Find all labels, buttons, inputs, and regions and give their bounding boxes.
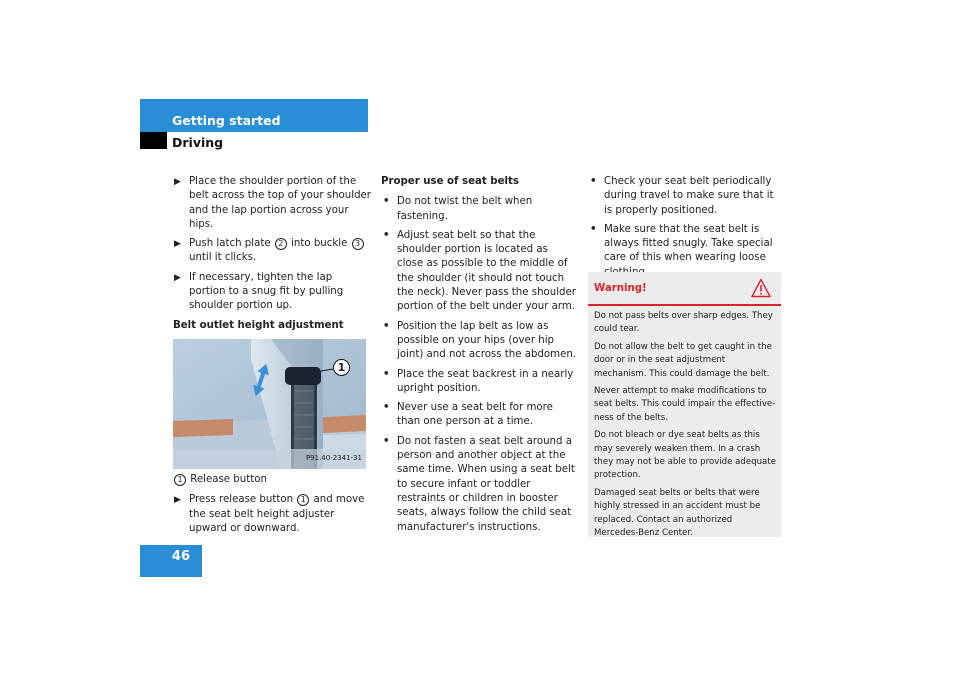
figure-code: P91.40-2341-31	[305, 453, 362, 462]
section-title: Getting started	[172, 113, 281, 128]
bullet-text: Position the lap belt as low as possible on your hips (over hip joint) and not across the abdomen.	[397, 320, 577, 361]
step-text-part: Press release button	[189, 494, 297, 506]
step-text	[189, 238, 365, 263]
bullet-item	[381, 195, 577, 224]
bullet-dot-icon: •	[383, 368, 390, 380]
bullet-text: Make sure that the seat belt is always fitted snugly. Take special care of this when wearing loose	[604, 223, 773, 264]
step-item	[173, 271, 371, 314]
callout-number: 1	[174, 474, 186, 486]
bullet-dot-icon: •	[383, 320, 390, 332]
bullet-item	[381, 401, 577, 430]
step-text	[189, 494, 364, 534]
warning-header	[588, 272, 781, 306]
bullet-item	[588, 175, 782, 218]
arrow-bullet-icon: ▶	[174, 495, 181, 506]
warning-paragraph: Do not pass belts over sharp edges. They could tear.	[594, 311, 773, 335]
bullet-dot-icon: •	[383, 402, 390, 414]
belt-adjuster-illustration	[173, 339, 366, 469]
step-text: Place the shoulder portion of the belt across the top of your shoulder and the lap portion across your hips.	[189, 176, 371, 230]
warning-paragraph: Never attempt to make modifications to seat belts. This could impair the effective-ness of the belts.	[594, 386, 776, 423]
warning-title: Warning!	[594, 283, 647, 294]
figure-callout-number: 1	[333, 359, 350, 376]
callout-number: 1	[297, 494, 309, 506]
bullet-dot-icon: •	[590, 223, 597, 235]
proper-use-heading: Proper use of seat belts	[381, 176, 519, 187]
bullet-text: Do not fasten a seat belt around a person and another object at the same time. When using a seat belt to secure infant or toddler restraints or children in booster seats, always follow the child seat manufacturer's instructions.	[397, 435, 575, 533]
warning-paragraph: Do not bleach or dye seat belts as this may severely weaken them. In a crash they may not be able to provide adequate protection.	[594, 430, 776, 481]
step-text-part: Push latch plate	[189, 238, 274, 250]
belt-outlet-figure	[173, 339, 366, 469]
bullet-text: Adjust seat belt so that the shoulder portion is located as close as possible to the middle of the shoulder (it should not touch the neck). Never pass the shoulder portion of the belt under your arm.	[397, 229, 576, 313]
callout-number: 3	[352, 238, 364, 250]
callout-number: 2	[275, 238, 287, 250]
bullet-text: Never use a seat belt for more than one person at a time.	[397, 402, 553, 428]
figure-caption	[173, 473, 371, 487]
page-number: 46	[171, 549, 190, 564]
bullet-text: Do not twist the belt when fastening.	[397, 196, 533, 222]
bullet-dot-icon: •	[383, 435, 390, 447]
arrow-bullet-icon: ▶	[174, 272, 181, 283]
warning-body	[594, 310, 777, 545]
bullet-item	[381, 435, 577, 535]
header-marker	[140, 132, 167, 149]
bullet-text: Place the seat backrest in a nearly upright position.	[397, 368, 574, 394]
column-right	[588, 175, 782, 285]
arrow-bullet-icon: ▶	[174, 177, 181, 187]
bullet-text: Check your seat belt periodically during travel to make sure that it is properly positioned.	[604, 176, 774, 216]
warning-triangle-icon	[751, 278, 771, 298]
warning-box	[588, 272, 781, 537]
caption-text: Release button	[190, 473, 267, 485]
step-text-part: until it clicks.	[189, 252, 257, 264]
warning-paragraph: Damaged seat belts or belts that were highly stressed in an accident must be replaced. Contact an authorized Mercedes-Benz Center.	[594, 487, 761, 539]
step-item	[173, 175, 371, 232]
bullet-dot-icon: •	[383, 196, 390, 208]
bullet-item	[381, 229, 577, 315]
step-text-part: and move the seat belt height adjuster upward or downward.	[189, 494, 365, 534]
step-text: If necessary, tighten the lap portion to a snug fit by pulling shoulder portion up.	[189, 271, 344, 312]
bullet-dot-icon: •	[590, 176, 597, 187]
warning-paragraph: Do not allow the belt to get caught in the door or in the seat adjustment mechanism. This could damage the belt.	[594, 341, 772, 379]
step-item	[173, 493, 371, 536]
step-item	[173, 237, 371, 266]
bullet-dot-icon: •	[383, 229, 390, 241]
column-middle	[381, 175, 577, 540]
bullet-item	[381, 368, 577, 397]
column-left	[173, 175, 371, 541]
bullet-item	[381, 320, 577, 363]
arrow-bullet-icon: ▶	[174, 239, 181, 250]
belt-height-heading: Belt outlet height adjustment	[173, 319, 344, 331]
subsection-title: Driving	[172, 135, 224, 150]
step-text-part: into buckle	[287, 238, 351, 250]
